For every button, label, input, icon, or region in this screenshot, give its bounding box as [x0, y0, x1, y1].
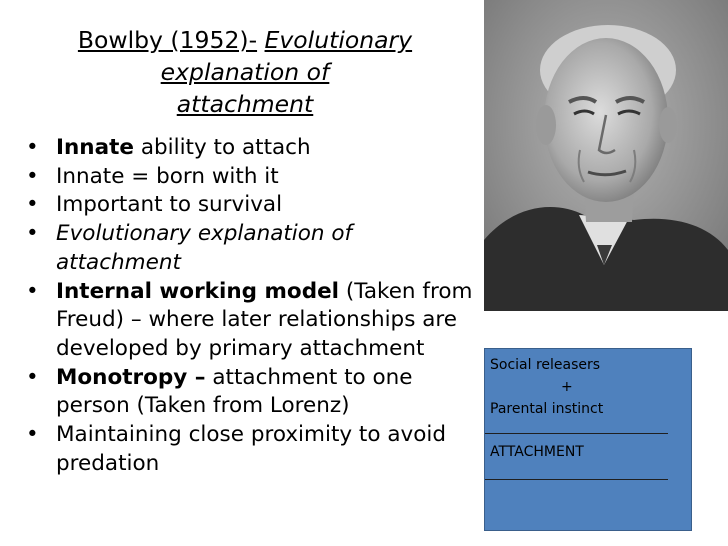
divider-line — [485, 479, 668, 480]
bullet-text: predation — [56, 450, 160, 476]
bullet-italic: attachment — [56, 249, 181, 275]
bullet-list — [26, 134, 486, 478]
bullet-item — [26, 364, 486, 421]
bullet-text: person (Taken from Lorenz) — [56, 393, 350, 419]
bullet-text: (Taken from — [339, 278, 473, 304]
bullet-italic: Evolutionary explanation of — [56, 221, 353, 247]
bullet-item — [26, 421, 486, 478]
slide-title — [40, 24, 450, 120]
plus-sign: + — [561, 379, 573, 395]
portrait-photo — [484, 0, 728, 311]
bullet-text: ability to attach — [133, 135, 311, 160]
title-author: Bowlby (1952)- — [77, 26, 258, 54]
bullet-bold: Internal working model — [56, 278, 340, 304]
bullet-item — [26, 191, 486, 220]
divider-line — [485, 433, 668, 434]
title-line-3: attachment — [176, 90, 314, 118]
bullet-text: attachment to one — [205, 364, 413, 390]
bullet-text: developed by primary attachment — [56, 335, 425, 361]
bullet-bold: Innate — [56, 135, 134, 160]
attachment-equation-box — [484, 348, 692, 531]
bullet-item — [26, 134, 486, 163]
bullet-text: Freud) – where later relationships are — [56, 307, 458, 333]
bullet-bold: Monotropy – — [56, 364, 206, 390]
portrait-photo-icon — [484, 0, 728, 311]
bullet-item — [26, 278, 486, 364]
bullet-text: Innate = born with it — [56, 163, 279, 189]
bullet-text: Important to survival — [56, 192, 283, 218]
title-italic-lead: Evolutionary — [264, 26, 413, 54]
bullet-item — [26, 163, 486, 192]
title-line-2: explanation of — [160, 58, 330, 86]
attachment-text: ATTACHMENT — [490, 444, 584, 460]
parental-instinct-text: Parental instinct — [490, 401, 604, 417]
bullet-item — [26, 220, 486, 277]
social-releasers-text: Social releasers — [490, 357, 601, 373]
bullet-text: Maintaining close proximity to avoid — [56, 422, 447, 448]
